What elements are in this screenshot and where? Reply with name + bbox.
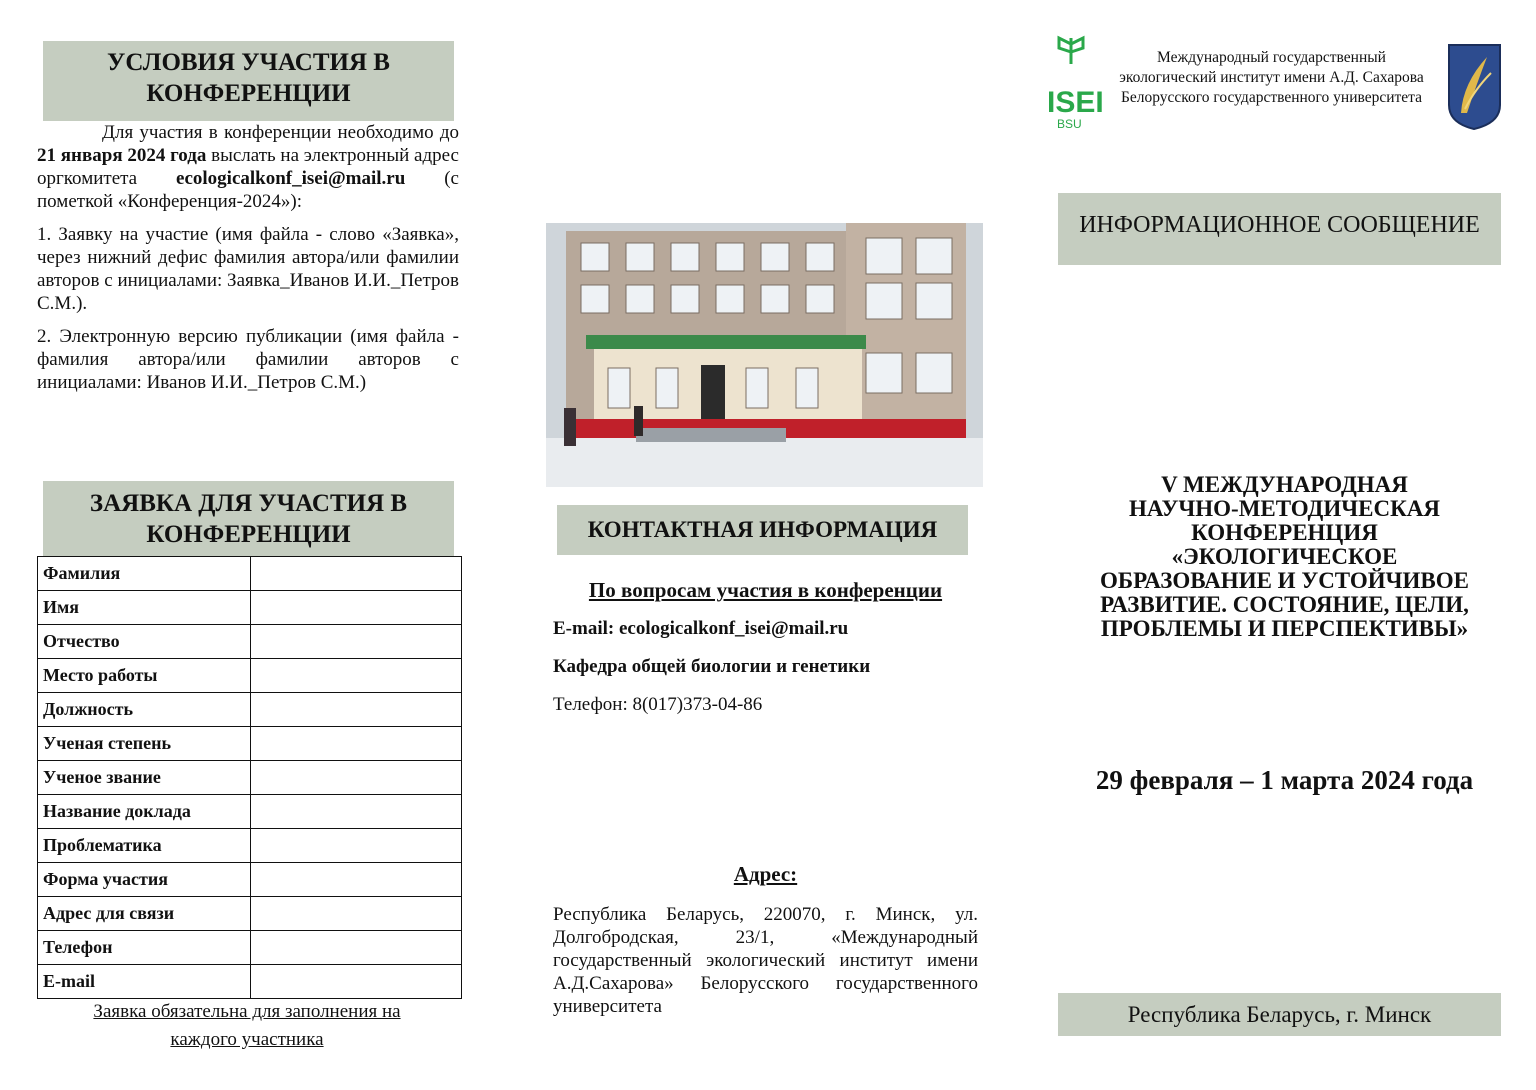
building-illustration xyxy=(546,223,983,487)
form-row xyxy=(38,727,462,761)
logo-sub: BSU xyxy=(1057,117,1082,131)
conference-title-line: ПРОБЛЕМЫ И ПЕРСПЕКТИВЫ» xyxy=(1100,616,1469,641)
logo-letters: ISEI xyxy=(1047,86,1104,119)
form-field-value[interactable] xyxy=(251,795,462,829)
location-text: Республика Беларусь, г. Минск xyxy=(1127,1002,1432,1027)
form-row xyxy=(38,863,462,897)
form-field-value[interactable] xyxy=(251,965,462,999)
deadline: 21 января 2024 года xyxy=(37,145,207,166)
isei-logo-mark xyxy=(1045,34,1104,131)
form-row xyxy=(38,591,462,625)
contact-phone: Телефон: 8(017)373-04-86 xyxy=(553,694,763,715)
address-text: Республика Беларусь, 220070, г. Минск, ул. Долгобродская, 23/1, «Международный государственный экологический институт имени А.Д.Сахарова» Белорусского государственного университета xyxy=(553,904,978,1017)
bsu-emblem xyxy=(1447,43,1502,131)
application-note: Заявка обязательна для заполнения на каждого участника xyxy=(93,1001,401,1050)
form-field-value[interactable] xyxy=(251,557,462,591)
form-row xyxy=(38,795,462,829)
form-row xyxy=(38,659,462,693)
questions-heading: По вопросам участия в конференции xyxy=(588,578,943,602)
form-field-label: Отчество xyxy=(38,625,251,659)
institute-building-photo xyxy=(546,223,983,487)
form-field-label: Форма участия xyxy=(38,863,251,897)
conference-title xyxy=(1066,473,1503,641)
form-field-label: Ученая степень xyxy=(38,727,251,761)
form-field-value[interactable] xyxy=(251,931,462,965)
form-row xyxy=(38,931,462,965)
form-field-label: Проблематика xyxy=(38,829,251,863)
form-row xyxy=(38,693,462,727)
organizer-email: ecologicalkonf_isei@mail.ru xyxy=(176,168,406,189)
info-banner xyxy=(1058,193,1501,265)
form-field-label: Должность xyxy=(38,693,251,727)
form-field-value[interactable] xyxy=(251,625,462,659)
department-name: Кафедра общей биологии и генетики xyxy=(553,656,871,677)
conditions-intro: Для участия в конференции необходимо до 21 января 2024 года выслать на электронный адрес оргкомитета ecologicalkonf_isei@mail.ru (с пометкой «Конференция-2024»): xyxy=(37,122,459,212)
form-field-value[interactable] xyxy=(251,659,462,693)
form-field-label: Имя xyxy=(38,591,251,625)
form-field-value[interactable] xyxy=(251,863,462,897)
condition-item-2: 2. Электронную версию публикации (имя файла - фамилия автора/или фамилии авторов с инициалами: Иванов И.И._Петров С.М.) xyxy=(37,326,459,393)
form-field-label: Название доклада xyxy=(38,795,251,829)
form-field-value[interactable] xyxy=(251,761,462,795)
form-field-value[interactable] xyxy=(251,897,462,931)
form-row xyxy=(38,761,462,795)
contact-banner xyxy=(557,505,968,555)
form-row xyxy=(38,965,462,999)
form-row xyxy=(38,829,462,863)
institute-line-1: Международный государственный xyxy=(1157,49,1386,66)
form-field-value[interactable] xyxy=(251,727,462,761)
contact-title: КОНТАКТНАЯ ИНФОРМАЦИЯ xyxy=(587,517,938,542)
conference-title-line: РАЗВИТИЕ. СОСТОЯНИЕ, ЦЕЛИ, xyxy=(1100,592,1469,617)
form-field-label: E-mail xyxy=(38,965,251,999)
conference-dates: 29 февраля – 1 марта 2024 года xyxy=(1095,765,1474,795)
application-form xyxy=(37,556,462,999)
conditions-title: УСЛОВИЯ УЧАСТИЯ В КОНФЕРЕНЦИИ xyxy=(107,49,390,107)
conference-title-line: НАУЧНО-МЕТОДИЧЕСКАЯ xyxy=(1129,496,1440,521)
form-field-label: Ученое звание xyxy=(38,761,251,795)
institute-line-3: Белорусского государственного университета xyxy=(1120,89,1423,106)
form-field-label: Фамилия xyxy=(38,557,251,591)
form-row xyxy=(38,897,462,931)
conference-title-line: ОБРАЗОВАНИЕ И УСТОЙЧИВОЕ xyxy=(1100,568,1469,593)
condition-item-1: 1. Заявку на участие (имя файла - слово «Заявка», через нижний дефис фамилия автора/или фамилии авторов с инициалами: Заявка_Иванов И.И._Петров С.М.). xyxy=(37,224,459,314)
form-field-value[interactable] xyxy=(251,591,462,625)
bsu-shield-icon xyxy=(1447,43,1502,131)
conditions-text xyxy=(37,121,459,394)
conference-title-line: V МЕЖДУНАРОДНАЯ xyxy=(1161,472,1408,497)
form-row xyxy=(38,557,462,591)
form-field-value[interactable] xyxy=(251,829,462,863)
application-banner xyxy=(43,481,454,556)
location-banner xyxy=(1058,993,1501,1036)
institute-line-2: экологический институт имени А.Д. Сахарова xyxy=(1119,69,1424,86)
form-field-value[interactable] xyxy=(251,693,462,727)
conference-title-line: КОНФЕРЕНЦИЯ xyxy=(1191,520,1378,545)
isei-logo xyxy=(1045,34,1104,131)
form-field-label: Место работы xyxy=(38,659,251,693)
conditions-banner xyxy=(43,41,454,121)
institute-name xyxy=(1100,48,1443,108)
info-banner-text: ИНФОРМАЦИОННОЕ СООБЩЕНИЕ xyxy=(1079,212,1480,238)
conference-title-line: «ЭКОЛОГИЧЕСКОЕ xyxy=(1171,544,1398,569)
form-field-label: Телефон xyxy=(38,931,251,965)
contact-email: E-mail: ecologicalkonf_isei@mail.ru xyxy=(553,618,849,639)
application-title: ЗАЯВКА ДЛЯ УЧАСТИЯ В КОНФЕРЕНЦИИ xyxy=(89,490,408,548)
address-heading: Адрес: xyxy=(733,862,798,886)
form-row xyxy=(38,625,462,659)
form-field-label: Адрес для связи xyxy=(38,897,251,931)
